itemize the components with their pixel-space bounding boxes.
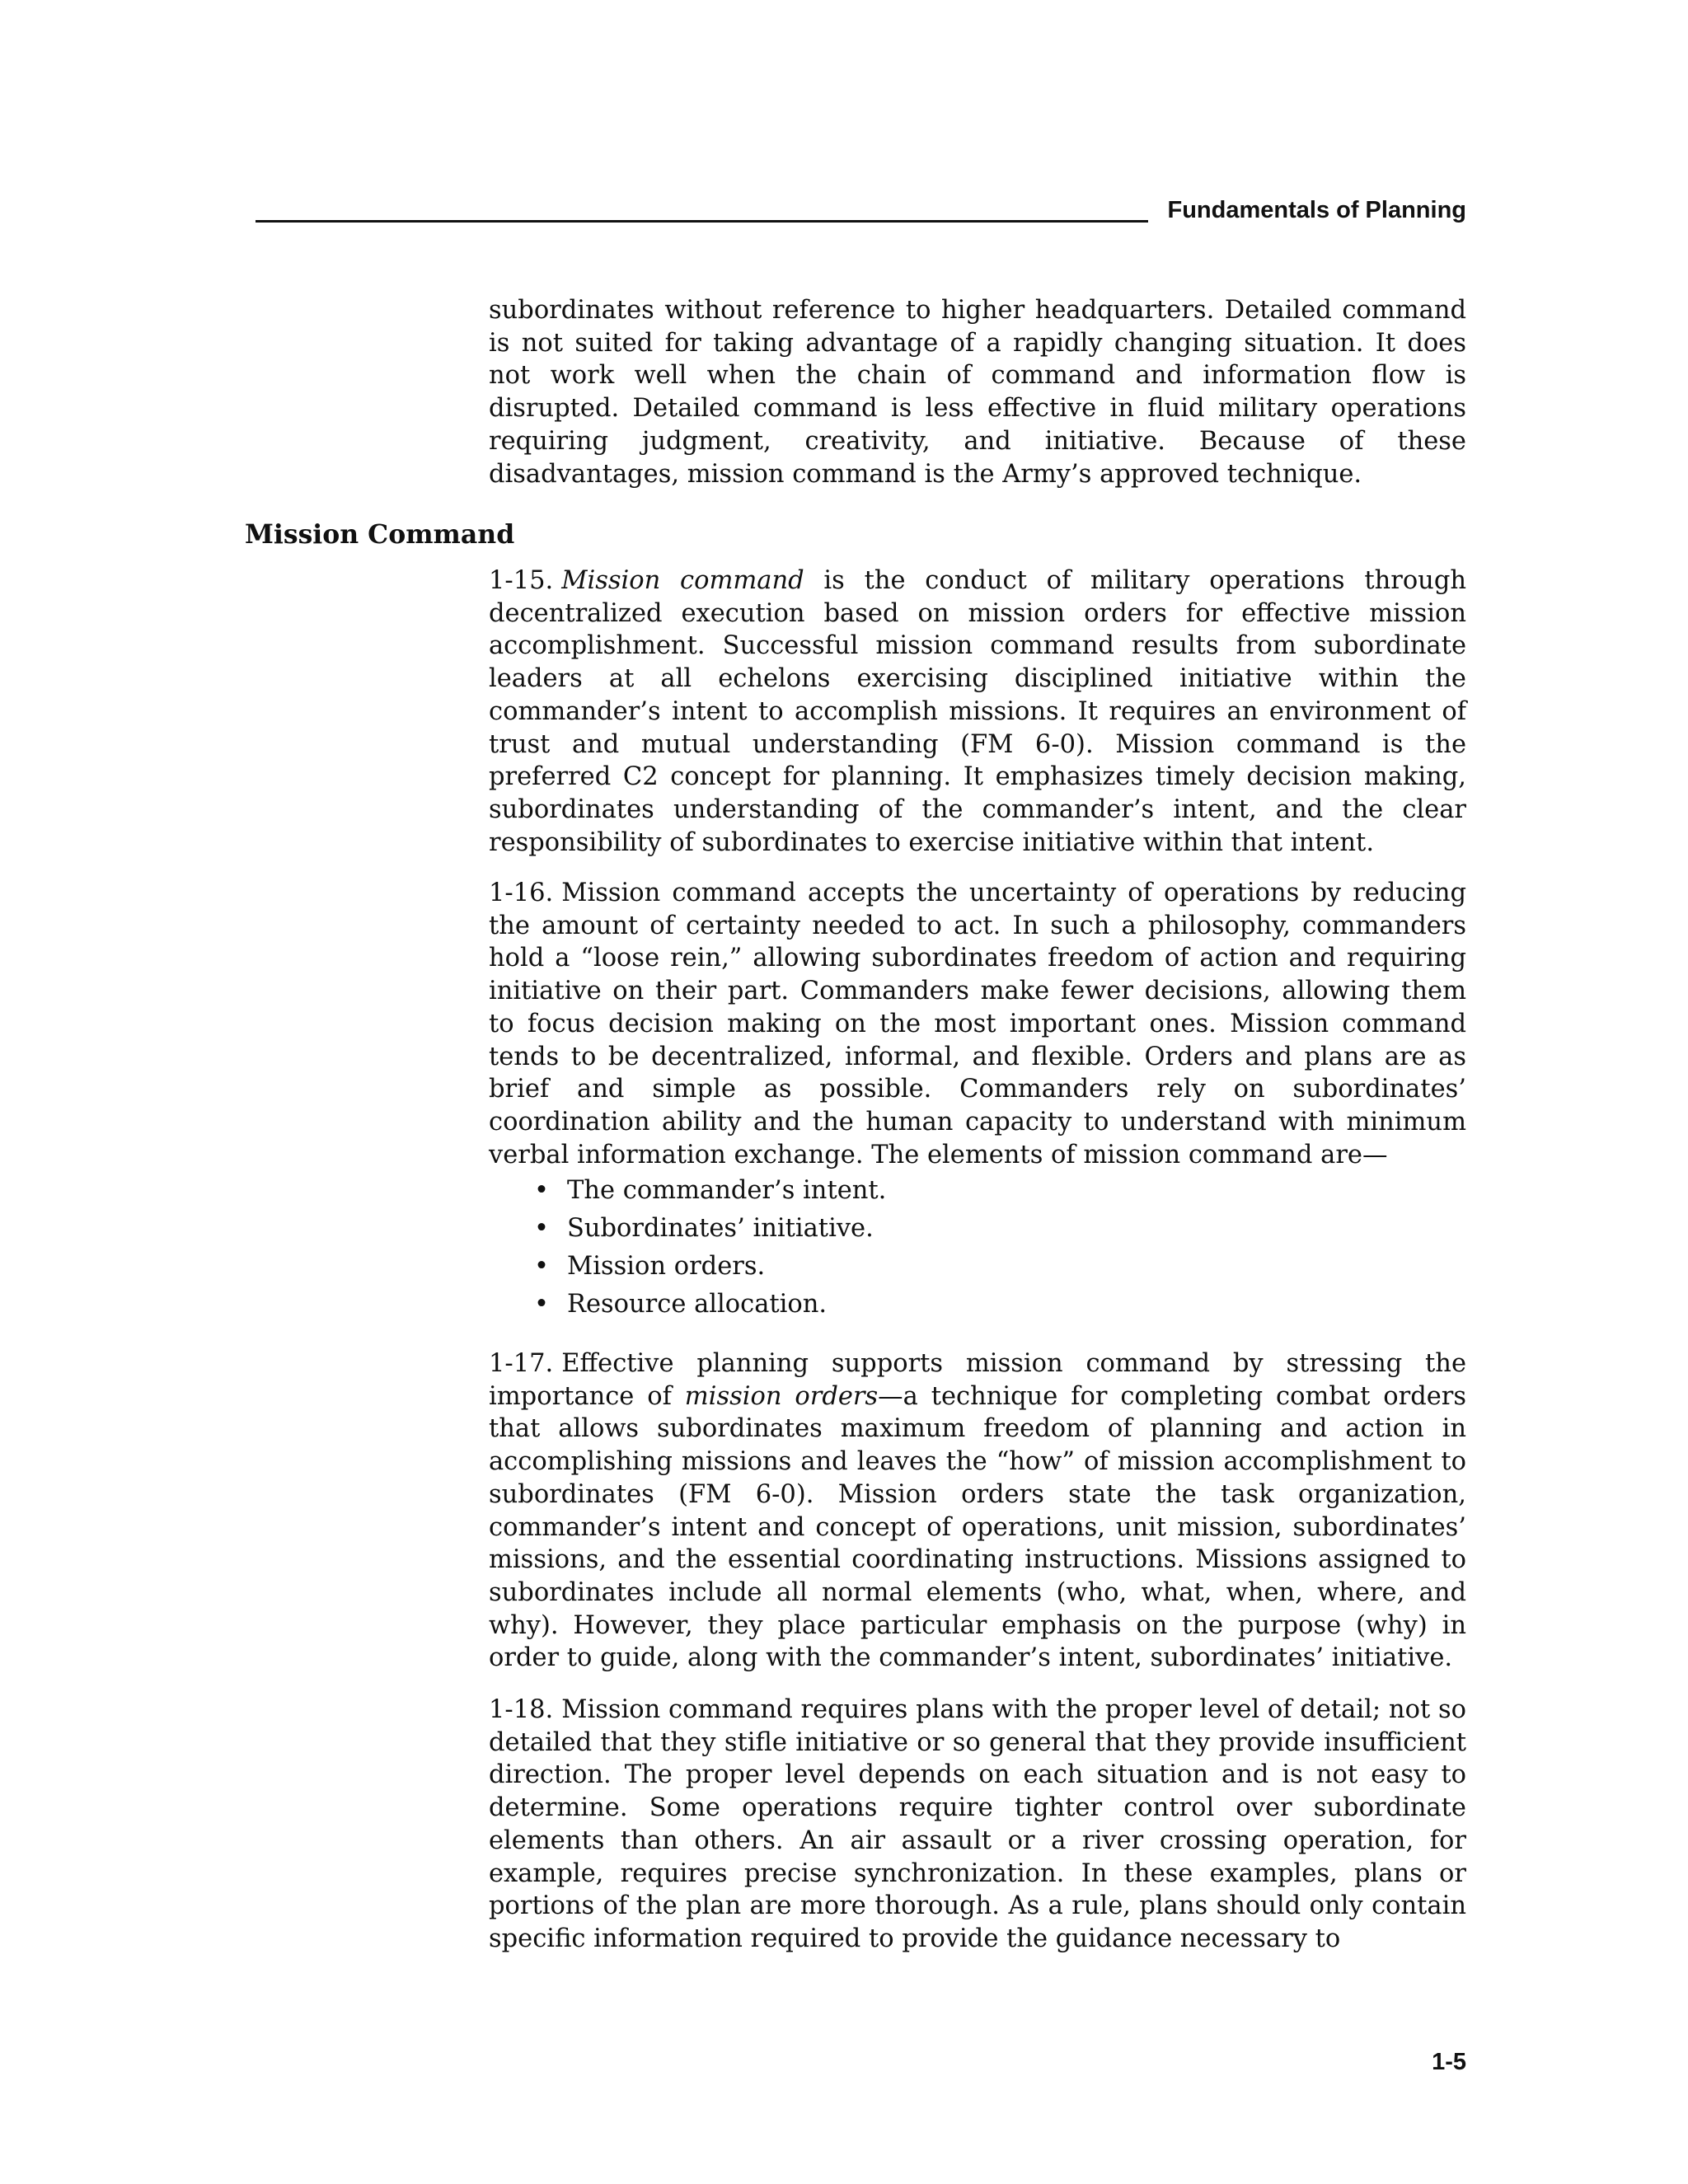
defined-term: mission orders [684,1381,879,1411]
running-header [256,196,1466,224]
page-number: 1-5 [1432,2049,1466,2075]
paragraph-text: Mission command requires plans with the proper level of detail; not so detailed that they stifle initiative or so general that they provide insufficient direction. The proper level depends on each situation and is not easy to determine. Some operations require tighter control over subordinate elements than others. An air assault or a river crossing operation, for example, requires precise synchronization. In these examples, plans or portions of the plan are more thorough. As a rule, plans should only contain specific information required to provide the guidance necessary to [489,1695,1466,1953]
list-item: • Mission orders. [489,1248,1466,1286]
list-item: • The commander’s intent. [489,1172,1466,1210]
paragraph-text: Effective planning supports mission command by stressing the importance of [489,1349,1466,1411]
paragraph-1-18 [489,1694,1466,1956]
continuation-paragraph: subordinates without reference to higher headquarters. Detailed command is not suited for taking advantage of a rapidly changing situation. It does not work well when the chain of command and information flow is disrupted. Detailed command is less effective in fluid military operations requiring judgment, creativity, and initiative. Because of these disadvantages, mission command is the Army’s approved technique. [489,296,1466,489]
paragraph-number: 1-16. [489,879,554,907]
section-heading: Mission Command [245,519,515,550]
paragraph-1-16 [489,877,1466,1171]
bullet-icon: • [534,1252,549,1281]
list-item: • Resource allocation. [489,1286,1466,1324]
paragraph-number: 1-17. [489,1349,554,1378]
list-item: • Subordinates’ initiative. [489,1210,1466,1248]
bullet-icon: • [534,1176,549,1205]
bullet-icon: • [534,1290,549,1319]
paragraph-number: 1-18. [489,1695,554,1724]
paragraph-1-15 [489,565,1466,859]
defined-term: Mission command [561,566,804,595]
paragraph-number: 1-15. [489,566,554,595]
paragraph-text: is the conduct of military operations through decentralized execution based on mission orders for effective mission accomplishment. Successful mission command results from subordinate leaders at all echelons exercising disciplined initiative within the commander’s intent to accomplish missions. It requires an environment of trust and mutual understanding (FM 6-0). Mission command is the preferred C2 concept for planning. It emphasizes timely decision making, subordinates understanding of the commander’s intent, and the clear responsibility of subordinates to exercise initiative within that intent. [489,566,1466,857]
bullet-icon: • [534,1214,549,1243]
header-rule [256,220,1148,223]
paragraph-text: —a technique for completing combat orders that allows subordinates maximum freedom of planning and action in accomplishing missions and leaves the “how” of mission accomplishment to subordinates (FM 6-0). Mission orders state the task organization, commander’s intent and concept of operations, unit mission, subordinates’ missions, and the essential coordinating instructions. Missions assigned to subordinates include all normal elements (who, what, when, where, and why). However, they place particular emphasis on the purpose (why) in order to guide, along with the commander’s intent, subordinates’ initiative. [489,1381,1467,1673]
paragraph-text: Mission command accepts the uncertainty of operations by reducing the amount of certainty needed to act. In such a philosophy, commanders hold a “loose rein,” allowing subordinates freedom of action and requiring initiative on their part. Commanders make fewer decisions, allowing them to focus decision making on the most important ones. Mission command tends to be decentralized, informal, and flexible. Orders and plans are as brief and simple as possible. Commanders rely on subordinates’ coordination ability and the human capacity to understand with minimum verbal information exchange. The elements of mission command are— [489,879,1466,1169]
paragraph-1-17 [489,1347,1466,1675]
mission-command-elements-list [489,1172,1466,1324]
chapter-title: Fundamentals of Planning [1167,197,1466,223]
